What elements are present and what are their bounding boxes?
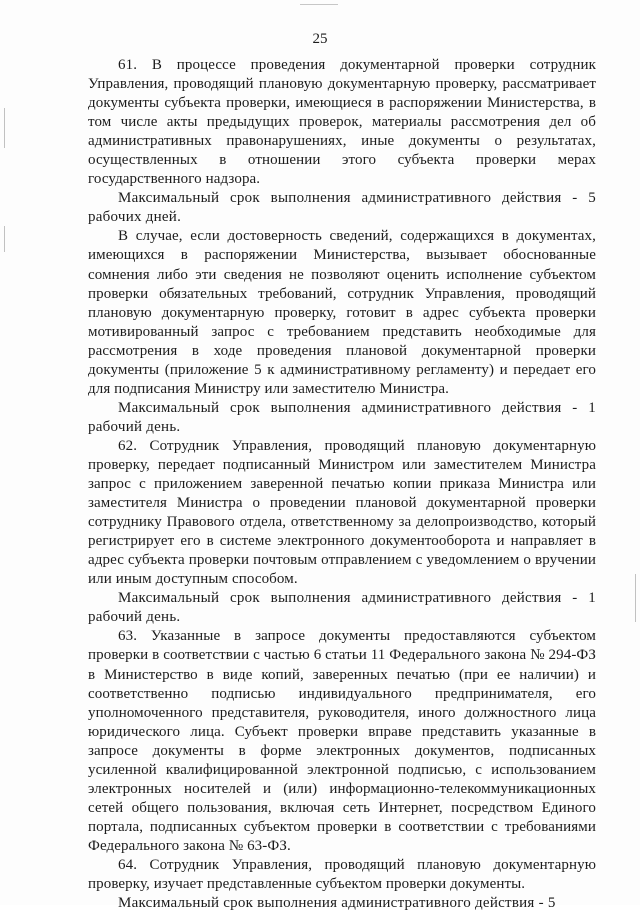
scan-artifact-top: [300, 4, 338, 5]
paragraph-61: 61. В процессе проведения документарной проверки сотрудник Управления, проводящий плановую документарную проверку, рассматривает документы субъекта проверки, имеющиеся в распоряжении Министерства, в том числе акты предыдущих проверок, материалы рассмотрения дел об административных правонарушениях, иные документы о результатах, осуществленных в отношении этого субъекта проверки мерах государственного надзора.: [88, 57, 596, 188]
paragraph-64: 64. Сотрудник Управления, проводящий плановую документарную проверку, изучает представленные субъектом проверки документы.: [88, 856, 596, 893]
scan-artifact-right: [635, 574, 636, 622]
time-limit-3: Максимальный срок выполнения административного действия - 1 рабочий день.: [88, 590, 596, 626]
time-limit-4: Максимальный срок выполнения административного действия - 5: [118, 895, 556, 912]
paragraph-62: 62. Сотрудник Управления, проводящий плановую документарную проверку, передает подписанный Министром или заместителем Министра запрос с приложением заверенной печатью копии приказа Министра или заместителя Министра о проведении плановой документарной проверки сотруднику Правового отдела, ответственному за делопроизводство, который регистрирует его в системе электронного документооборота и направляет в адрес субъекта проверки почтовым отправлением с уведомлением о вручении или иным доступным способом.: [88, 437, 596, 588]
paragraph-63: 63. Указанные в запросе документы предоставляются субъектом проверки в соответствии с частью 6 статьи 11 Федерального закона № 294-ФЗ в Министерство в виде копий, заверенных печатью (при ее наличии) и соответственно подписью индивидуального предпринимателя, его уполномоченного представителя, руководителя, иного должностного лица юридического лица. Субъект проверки вправе представить указанные в запросе документы в форме электронных документов, подписанных усиленной квалифицированной электронной подписью, с использованием электронных носителей и (или) информационно-телекоммуникационных сетей общего пользования, включая сеть Интернет, посредством Единого портала, подписанных субъектом проверки в соответствии с требованиями Федерального закона № 63-ФЗ.: [88, 628, 596, 854]
scan-artifact-left-upper: [4, 108, 5, 148]
page-number: 25: [312, 31, 328, 47]
scan-artifact-left-lower: [4, 226, 5, 252]
time-limit-1: Максимальный срок выполнения административного действия - 5 рабочих дней.: [88, 190, 596, 226]
document-body: [88, 56, 596, 913]
paragraph-61-request: В случае, если достоверность сведений, содержащихся в документах, имеющихся в распоряжении Министерства, вызывает обоснованные сомнения либо эти сведения не позволяют оценить исполнение субъектом проверки обязательных требований, сотрудник Управления, проводящий плановую документарную проверку, готовит в адрес субъекта проверки мотивированный запрос с требованием представить необходимые для рассмотрения в ходе проведения плановой документарной проверки документы (приложение 5 к административному регламенту) и передает его для подписания Министру или заместителю Министра.: [88, 228, 596, 397]
time-limit-2: Максимальный срок выполнения административного действия - 1 рабочий день.: [88, 399, 596, 435]
